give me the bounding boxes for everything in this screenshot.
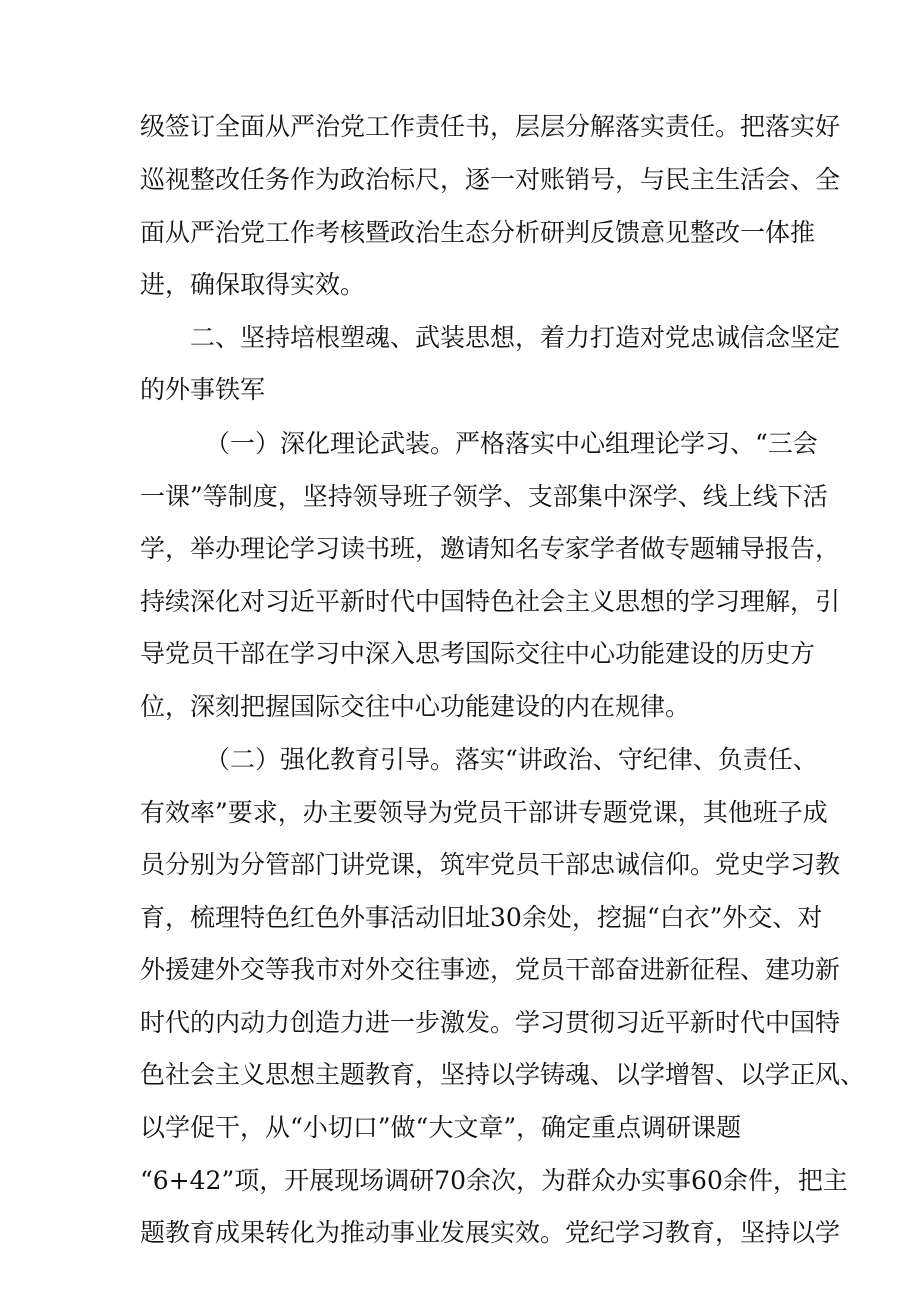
- body-text-line: 进，确保取得实效。: [140, 270, 366, 299]
- body-text-line: 育，梳理特色红色外事活动旧址30余处，挖掘“白衣”外交、对: [140, 903, 823, 932]
- body-text-line: 有效率”要求，办主要领导为党员干部讲专题党课，其他班子成: [140, 798, 828, 827]
- body-text-line: 位，深刻把握国际交往中心功能建设的内在规律。: [140, 692, 691, 721]
- body-text-line: 题教育成果转化为推动事业发展实效。党纪学习教育，坚持以学: [140, 1218, 841, 1247]
- paragraph-first-line: （一）深化理论武装。严格落实中心组理论学习、“三会: [205, 429, 818, 458]
- body-text-line: 色社会主义思想主题教育，坚持以学铸魂、以学增智、以学正风、: [140, 1060, 866, 1089]
- body-text-line: 导党员干部在学习中深入思考国际交往中心功能建设的历史方: [140, 639, 816, 668]
- section-heading-line: 二、坚持培根塑魂、武装思想，着力打造对党忠诚信念坚定: [190, 323, 841, 352]
- body-text-line: 面从严治党工作考核暨政治生态分析研判反馈意见整改一体推: [140, 218, 816, 247]
- body-text-line: 学，举办理论学习读书班，邀请知名专家学者做专题辅导报告，: [140, 534, 841, 563]
- paragraph-first-line: （二）强化教育引导。落实“讲政治、守纪律、负责任、: [205, 745, 818, 774]
- body-text-line: “6+42”项，开展现场调研70余次，为群众办实事60余件，把主: [140, 1166, 848, 1195]
- body-text-line: 巡视整改任务作为政治标尺，逐一对账销号，与民主生活会、全: [140, 165, 841, 194]
- body-text-line: 持续深化对习近平新时代中国特色社会主义思想的学习理解，引: [140, 587, 841, 616]
- body-text-line: 员分别为分管部门讲党课，筑牢党员干部忠诚信仰。党史学习教: [140, 850, 841, 879]
- body-text-line: 时代的内动力创造力进一步激发。学习贯彻习近平新时代中国特: [140, 1008, 841, 1037]
- section-heading-line: 的外事铁军: [140, 375, 266, 404]
- body-text-line: 外援建外交等我市对外交往事迹，党员干部奋进新征程、建功新: [140, 955, 841, 984]
- body-text-line: 一课”等制度，坚持领导班子领学、支部集中深学、线上线下活: [140, 482, 828, 511]
- body-text-line: 以学促干，从“小切口”做“大文章”，确定重点调研课题: [140, 1113, 742, 1142]
- body-text-line: 级签订全面从严治党工作责任书，层层分解落实责任。把落实好: [140, 112, 841, 141]
